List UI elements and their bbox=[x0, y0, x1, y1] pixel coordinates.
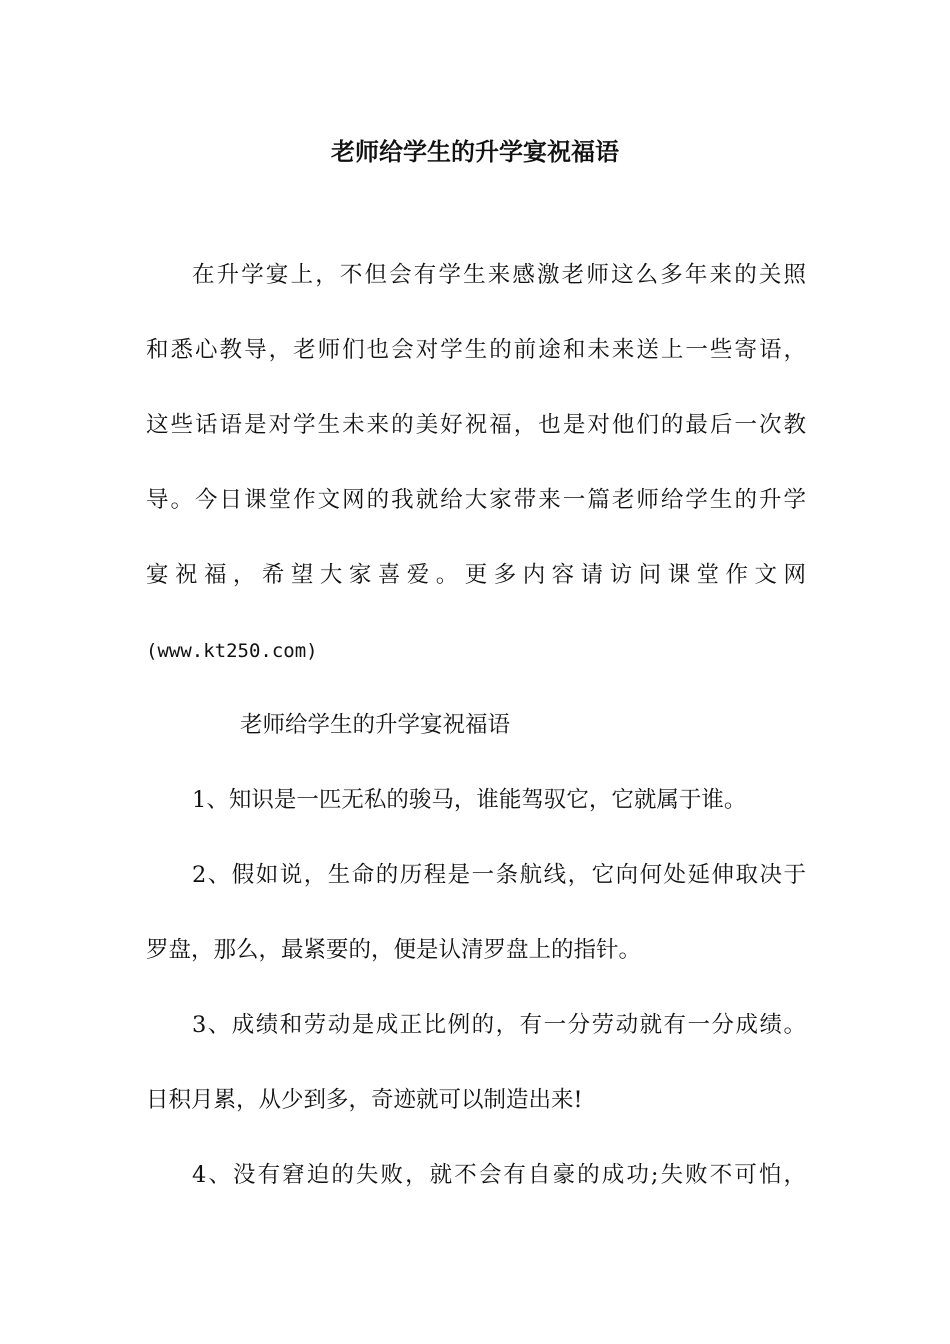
intro-line-url: (www.kt250.com) bbox=[146, 640, 318, 662]
intro-line-4: 导。今日课堂作文网的我就给大家带来一篇老师给学生的升学 bbox=[146, 487, 806, 513]
list-item-1: 1、知识是一匹无私的骏马，谁能驾驭它，它就属于谁。 bbox=[192, 787, 747, 813]
list-item-3: 3、成绩和劳动是成正比例的，有一分劳动就有一分成绩。 bbox=[192, 1012, 806, 1038]
list-item-3-continued: 日积月累，从少到多，奇迹就可以制造出来! bbox=[146, 1087, 583, 1113]
list-item-2-continued: 罗盘，那么，最紧要的，便是认清罗盘上的指针。 bbox=[146, 937, 642, 963]
section-subtitle: 老师给学生的升学宴祝福语 bbox=[240, 712, 511, 738]
intro-line-5: 宴祝福，希望大家喜爱。更多内容请访问课堂作文网 bbox=[146, 562, 806, 588]
document-title: 老师给学生的升学宴祝福语 bbox=[331, 137, 619, 166]
list-item-2: 2、假如说，生命的历程是一条航线，它向何处延伸取决于 bbox=[192, 862, 806, 888]
intro-line-3: 这些话语是对学生未来的美好祝福，也是对他们的最后一次教 bbox=[146, 412, 806, 438]
list-item-4: 4、没有窘迫的失败，就不会有自豪的成功;失败不可怕， bbox=[192, 1162, 806, 1188]
intro-line-2: 和悉心教导，老师们也会对学生的前途和未来送上一些寄语， bbox=[146, 337, 806, 363]
intro-line-1: 在升学宴上，不但会有学生来感激老师这么多年来的关照 bbox=[192, 262, 806, 288]
